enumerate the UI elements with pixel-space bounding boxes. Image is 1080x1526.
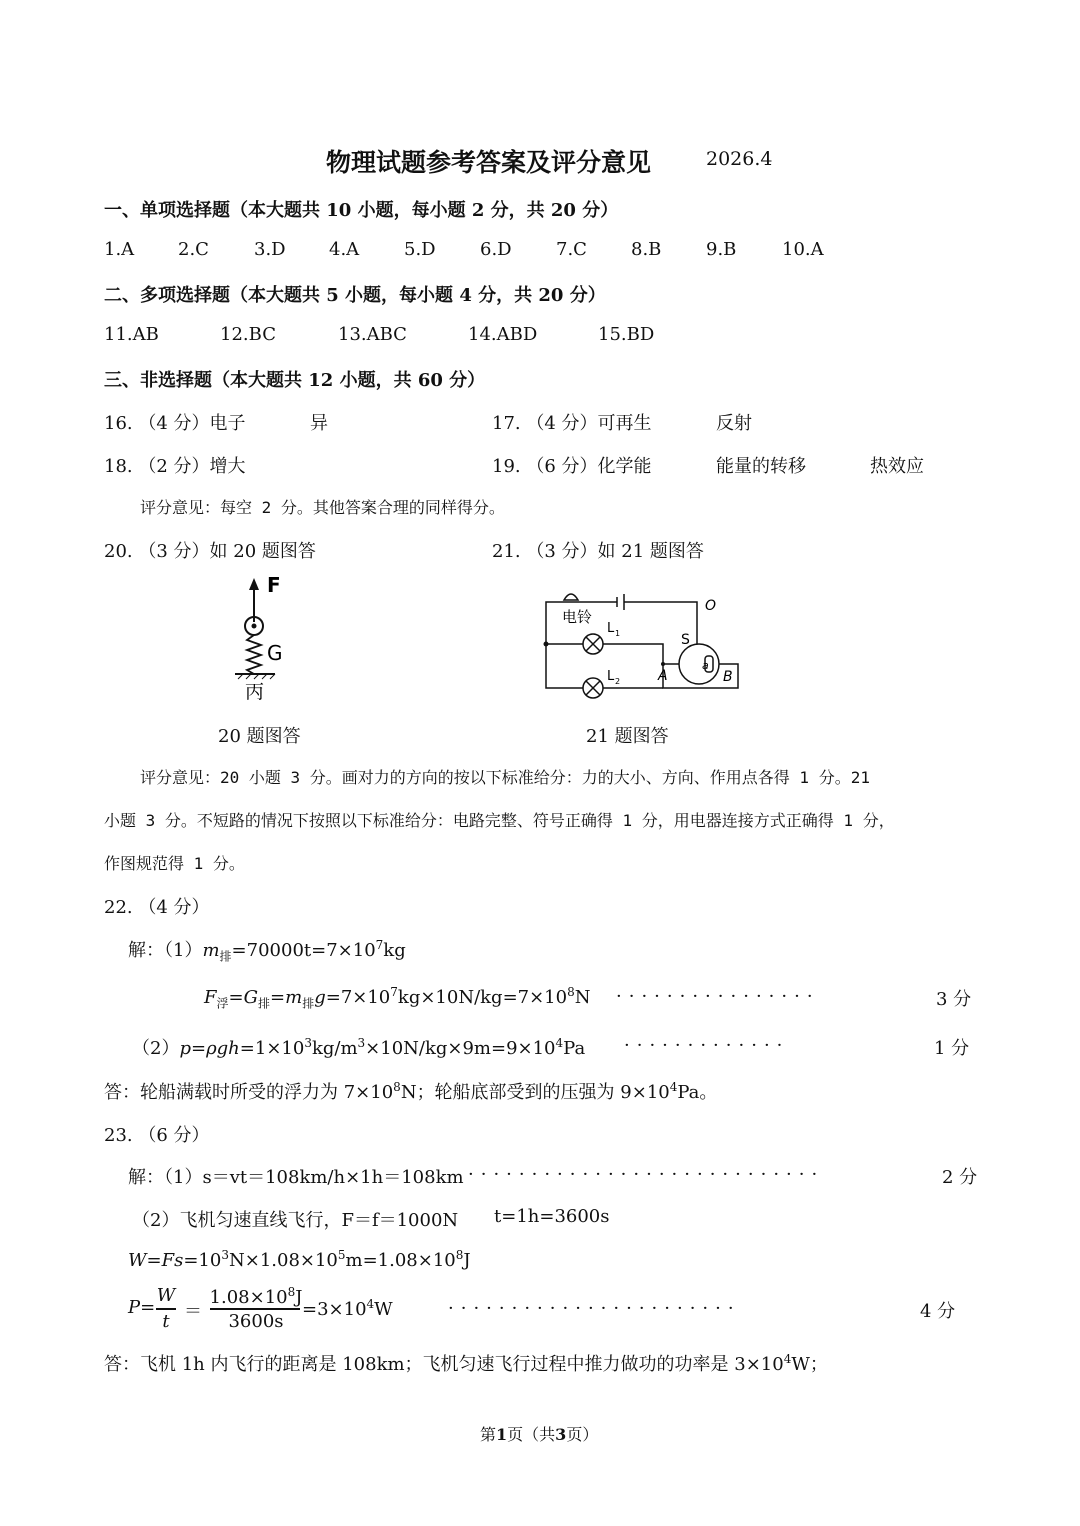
q22-jie: 解：（1）: [128, 940, 203, 961]
q23-line2a: （2）飞机匀速直线飞行，F＝f＝1000N: [132, 1210, 459, 1231]
q22-line2: [204, 985, 590, 1012]
q23-l3-eq: =: [146, 1250, 162, 1271]
q22-answer: [104, 1078, 717, 1104]
mc-answer-2: 2.C: [178, 239, 209, 260]
q22-l3-e1: 3: [304, 1036, 312, 1050]
q22-F: F: [204, 987, 217, 1008]
gravity-label-G: G: [267, 641, 283, 665]
page-footer: [480, 1422, 598, 1445]
q23-W: W: [128, 1250, 147, 1271]
q22-l3-rest: =1×10: [239, 1038, 305, 1059]
q22-ans-post: Pa。: [677, 1082, 718, 1103]
q23-frac1-num: W: [156, 1285, 176, 1306]
q23-Fs: Fs: [161, 1250, 184, 1271]
q22-eq2: =: [270, 987, 286, 1008]
multi-answer-2: 12.BC: [220, 324, 276, 345]
scoring-comment-2-line2: 小题 3 分。不短路的情况下按照以下标准给分：电路完整、符号正确得 1 分，用电器连接方式正确得 1 分，: [104, 811, 895, 830]
footer-mid: 页（共: [507, 1425, 556, 1444]
q23-score-2: 4 分: [920, 1301, 956, 1322]
multi-answer-4: 14.ABD: [468, 324, 538, 345]
mc-answer-5: 5.D: [404, 239, 436, 260]
q23-pr-e: 4: [366, 1297, 375, 1311]
q23-power-result: [302, 1297, 393, 1320]
q22-l3-pre: （2）: [132, 1038, 180, 1059]
figure-21-circuit-diagram: [535, 582, 745, 702]
lamp-L1-sub: 1: [615, 629, 621, 638]
q22-p: p: [179, 1038, 191, 1059]
q22-l2-mid: kg×10N/kg=7×10: [397, 987, 568, 1008]
node-O-label: O: [705, 598, 717, 614]
terminal-A-label: A: [658, 668, 668, 684]
q23-line1: 解：（1）s＝vt＝108km/h×1h＝108km: [128, 1167, 464, 1188]
q23-header: 23. （6 分）: [104, 1125, 210, 1146]
force-arrow-icon: [249, 578, 259, 590]
section3-heading: 三、非选择题（本大题共 12 小题，共 60 分）: [104, 370, 486, 391]
q22-line1: [128, 936, 406, 965]
mc-answer-4: 4.A: [329, 239, 360, 260]
q19-answer-2: 能量的转移: [716, 456, 806, 477]
lamp-L1-label: L: [607, 621, 615, 636]
mc-answer-8: 8.B: [631, 239, 662, 260]
q23-l3-unit: J: [463, 1250, 471, 1271]
q17-answer-2: 反射: [716, 413, 752, 434]
multi-answer-3: 13.ABC: [338, 324, 407, 345]
q23-dots-1: ····························: [468, 1164, 825, 1185]
q23-P-eq: =: [140, 1297, 156, 1318]
q22-l1-rest: =70000t=7×10: [231, 940, 376, 961]
lamp-L2-label: L: [607, 669, 615, 684]
q22-sub: 排: [219, 949, 232, 964]
meter-a-label: a: [702, 659, 709, 672]
footer-page-num: 1: [496, 1425, 508, 1444]
q20-label: 20. （3 分）如 20 题图答: [104, 541, 316, 562]
q22-l3-mid: kg/m: [311, 1038, 358, 1059]
q23-P: [128, 1297, 155, 1318]
multi-answer-5: 15.BD: [598, 324, 655, 345]
q22-l3-unit: Pa: [563, 1038, 586, 1059]
q23-ans-pre: 答：飞机 1h 内飞行的距离是 108km；飞机匀速飞行过程中推力做功的功率是 3×10: [104, 1354, 784, 1375]
q22-G: G: [243, 987, 258, 1008]
q22-l3-eq: =: [190, 1038, 207, 1059]
q23-l3-mid2: m=1.08×10: [345, 1250, 456, 1271]
q23-frac2-num-e: 8: [287, 1285, 296, 1299]
q22-rho: ρgh: [206, 1038, 240, 1059]
q22-l1-exp: 7: [375, 938, 384, 952]
terminal-B-label: B: [723, 669, 733, 685]
mc-answer-10: 10.A: [782, 239, 824, 260]
q23-frac2-den: 3600s: [228, 1311, 284, 1332]
q16-answer: 16. （4 分）电子: [104, 413, 246, 434]
q22-l3-mid2: ×10N/kg×9m=9×10: [365, 1038, 556, 1059]
scoring-comment-2-line1: 评分意见：20 小题 3 分。画对力的方向的按以下标准给分：力的大小、方向、作用点各得 1 分。21: [140, 768, 870, 787]
q22-ans-e1: 8: [393, 1080, 401, 1094]
q22-l2-e2: 8: [567, 985, 575, 999]
q23-l3-rest: =10: [183, 1250, 222, 1271]
page-title: 物理试题参考答案及评分意见: [326, 148, 652, 177]
q23-dots-2: ·······················: [448, 1298, 741, 1319]
q23-score-1: 2 分: [942, 1167, 978, 1188]
footer-post: 页）: [566, 1425, 599, 1444]
q22-l2-e1: 7: [390, 985, 398, 999]
section2-heading: 二、多项选择题（本大题共 5 小题，每小题 4 分，共 20 分）: [104, 285, 606, 306]
scoring-comment-2-line3: 作图规范得 1 分。: [104, 854, 245, 873]
bell-label: 电铃: [562, 608, 593, 626]
q17-answer: 17. （4 分）可再生: [492, 413, 652, 434]
q22-l3-e3: 4: [555, 1036, 564, 1050]
exam-date: 2026.4: [706, 148, 773, 170]
q23-line2b: t=1h=3600s: [494, 1206, 610, 1227]
mc-answer-9: 9.B: [706, 239, 737, 260]
spring-icon: [247, 635, 261, 674]
q23-ans-post: W；: [791, 1354, 828, 1375]
q22-eq1: =: [228, 987, 244, 1008]
scoring-comment-1: 评分意见：每空 2 分。其他答案合理的同样得分。: [140, 498, 505, 517]
q22-m2: m: [285, 987, 303, 1008]
switch-S-label: S: [681, 632, 690, 648]
q23-answer: [104, 1350, 828, 1376]
q23-l3-e3: 8: [455, 1248, 464, 1262]
q23-eq2: ＝: [184, 1301, 202, 1322]
q22-l2-unit: N: [574, 987, 591, 1008]
q22-g: g: [314, 987, 326, 1008]
q19-answer-3: 热效应: [870, 456, 924, 477]
q22-l2-rest: =7×10: [325, 987, 391, 1008]
q22-header: 22. （4 分）: [104, 897, 210, 918]
q23-frac2-num-a: 1.08×10: [209, 1287, 288, 1308]
q23-pr-rest: =3×10: [302, 1299, 367, 1320]
multi-answer-1: 11.AB: [104, 324, 159, 345]
q22-dots-1: ················: [616, 986, 820, 1007]
q22-l1-unit: kg: [383, 940, 406, 961]
q22-score-1: 3 分: [936, 989, 972, 1010]
footer-page-total: 3: [555, 1425, 567, 1444]
q23-l3-e2: 5: [337, 1248, 346, 1262]
q23-P-sym: P: [128, 1297, 141, 1318]
mc-answer-7: 7.C: [556, 239, 587, 260]
q16-answer-2: 异: [310, 413, 328, 434]
q22-ans-mid: N；轮船底部受到的压强为 9×10: [400, 1082, 670, 1103]
q23-frac1-den: t: [162, 1311, 170, 1332]
q22-dots-2: ·············: [624, 1035, 790, 1056]
lamp-L2-sub: 2: [615, 677, 621, 686]
mc-answer-6: 6.D: [480, 239, 512, 260]
q22-line3: [132, 1034, 585, 1060]
figure-20-caption: 20 题图答: [218, 726, 301, 747]
figure-20-force-diagram: [205, 570, 315, 710]
footer-pre: 第: [480, 1425, 497, 1444]
q22-G-sub: 排: [258, 996, 271, 1011]
mc-answer-1: 1.A: [104, 239, 135, 260]
q23-ans-e: 4: [783, 1352, 792, 1366]
q23-l3-e1: 3: [221, 1248, 229, 1262]
q22-ans-e2: 4: [669, 1080, 678, 1094]
object-label: 丙: [245, 681, 265, 703]
q21-label: 21. （3 分）如 21 题图答: [492, 541, 704, 562]
q23-l3-mid: N×1.08×10: [228, 1250, 338, 1271]
q23-frac2-bar: [210, 1308, 300, 1310]
q23-line3: [128, 1248, 471, 1271]
q22-m2-sub: 排: [302, 996, 315, 1011]
force-label-F: F: [267, 573, 281, 597]
q22-m: m: [202, 940, 220, 961]
q18-answer: 18. （2 分）增大: [104, 456, 246, 477]
q23-frac2-num: [208, 1285, 304, 1308]
q19-answer: 19. （6 分）化学能: [492, 456, 652, 477]
q23-pr-unit: W: [374, 1299, 393, 1320]
q22-score-2: 1 分: [934, 1038, 970, 1059]
mc-answer-3: 3.D: [254, 239, 286, 260]
q23-frac2-num-b: J: [295, 1287, 303, 1308]
q22-ans-pre: 答：轮船满载时所受的浮力为 7×10: [104, 1082, 394, 1103]
q22-F-sub: 浮: [216, 996, 229, 1011]
q22-l3-e2: 3: [357, 1036, 366, 1050]
q23-frac1-bar: [156, 1308, 176, 1310]
section1-heading: 一、单项选择题（本大题共 10 小题，每小题 2 分，共 20 分）: [104, 200, 619, 221]
figure-21-caption: 21 题图答: [586, 726, 669, 747]
